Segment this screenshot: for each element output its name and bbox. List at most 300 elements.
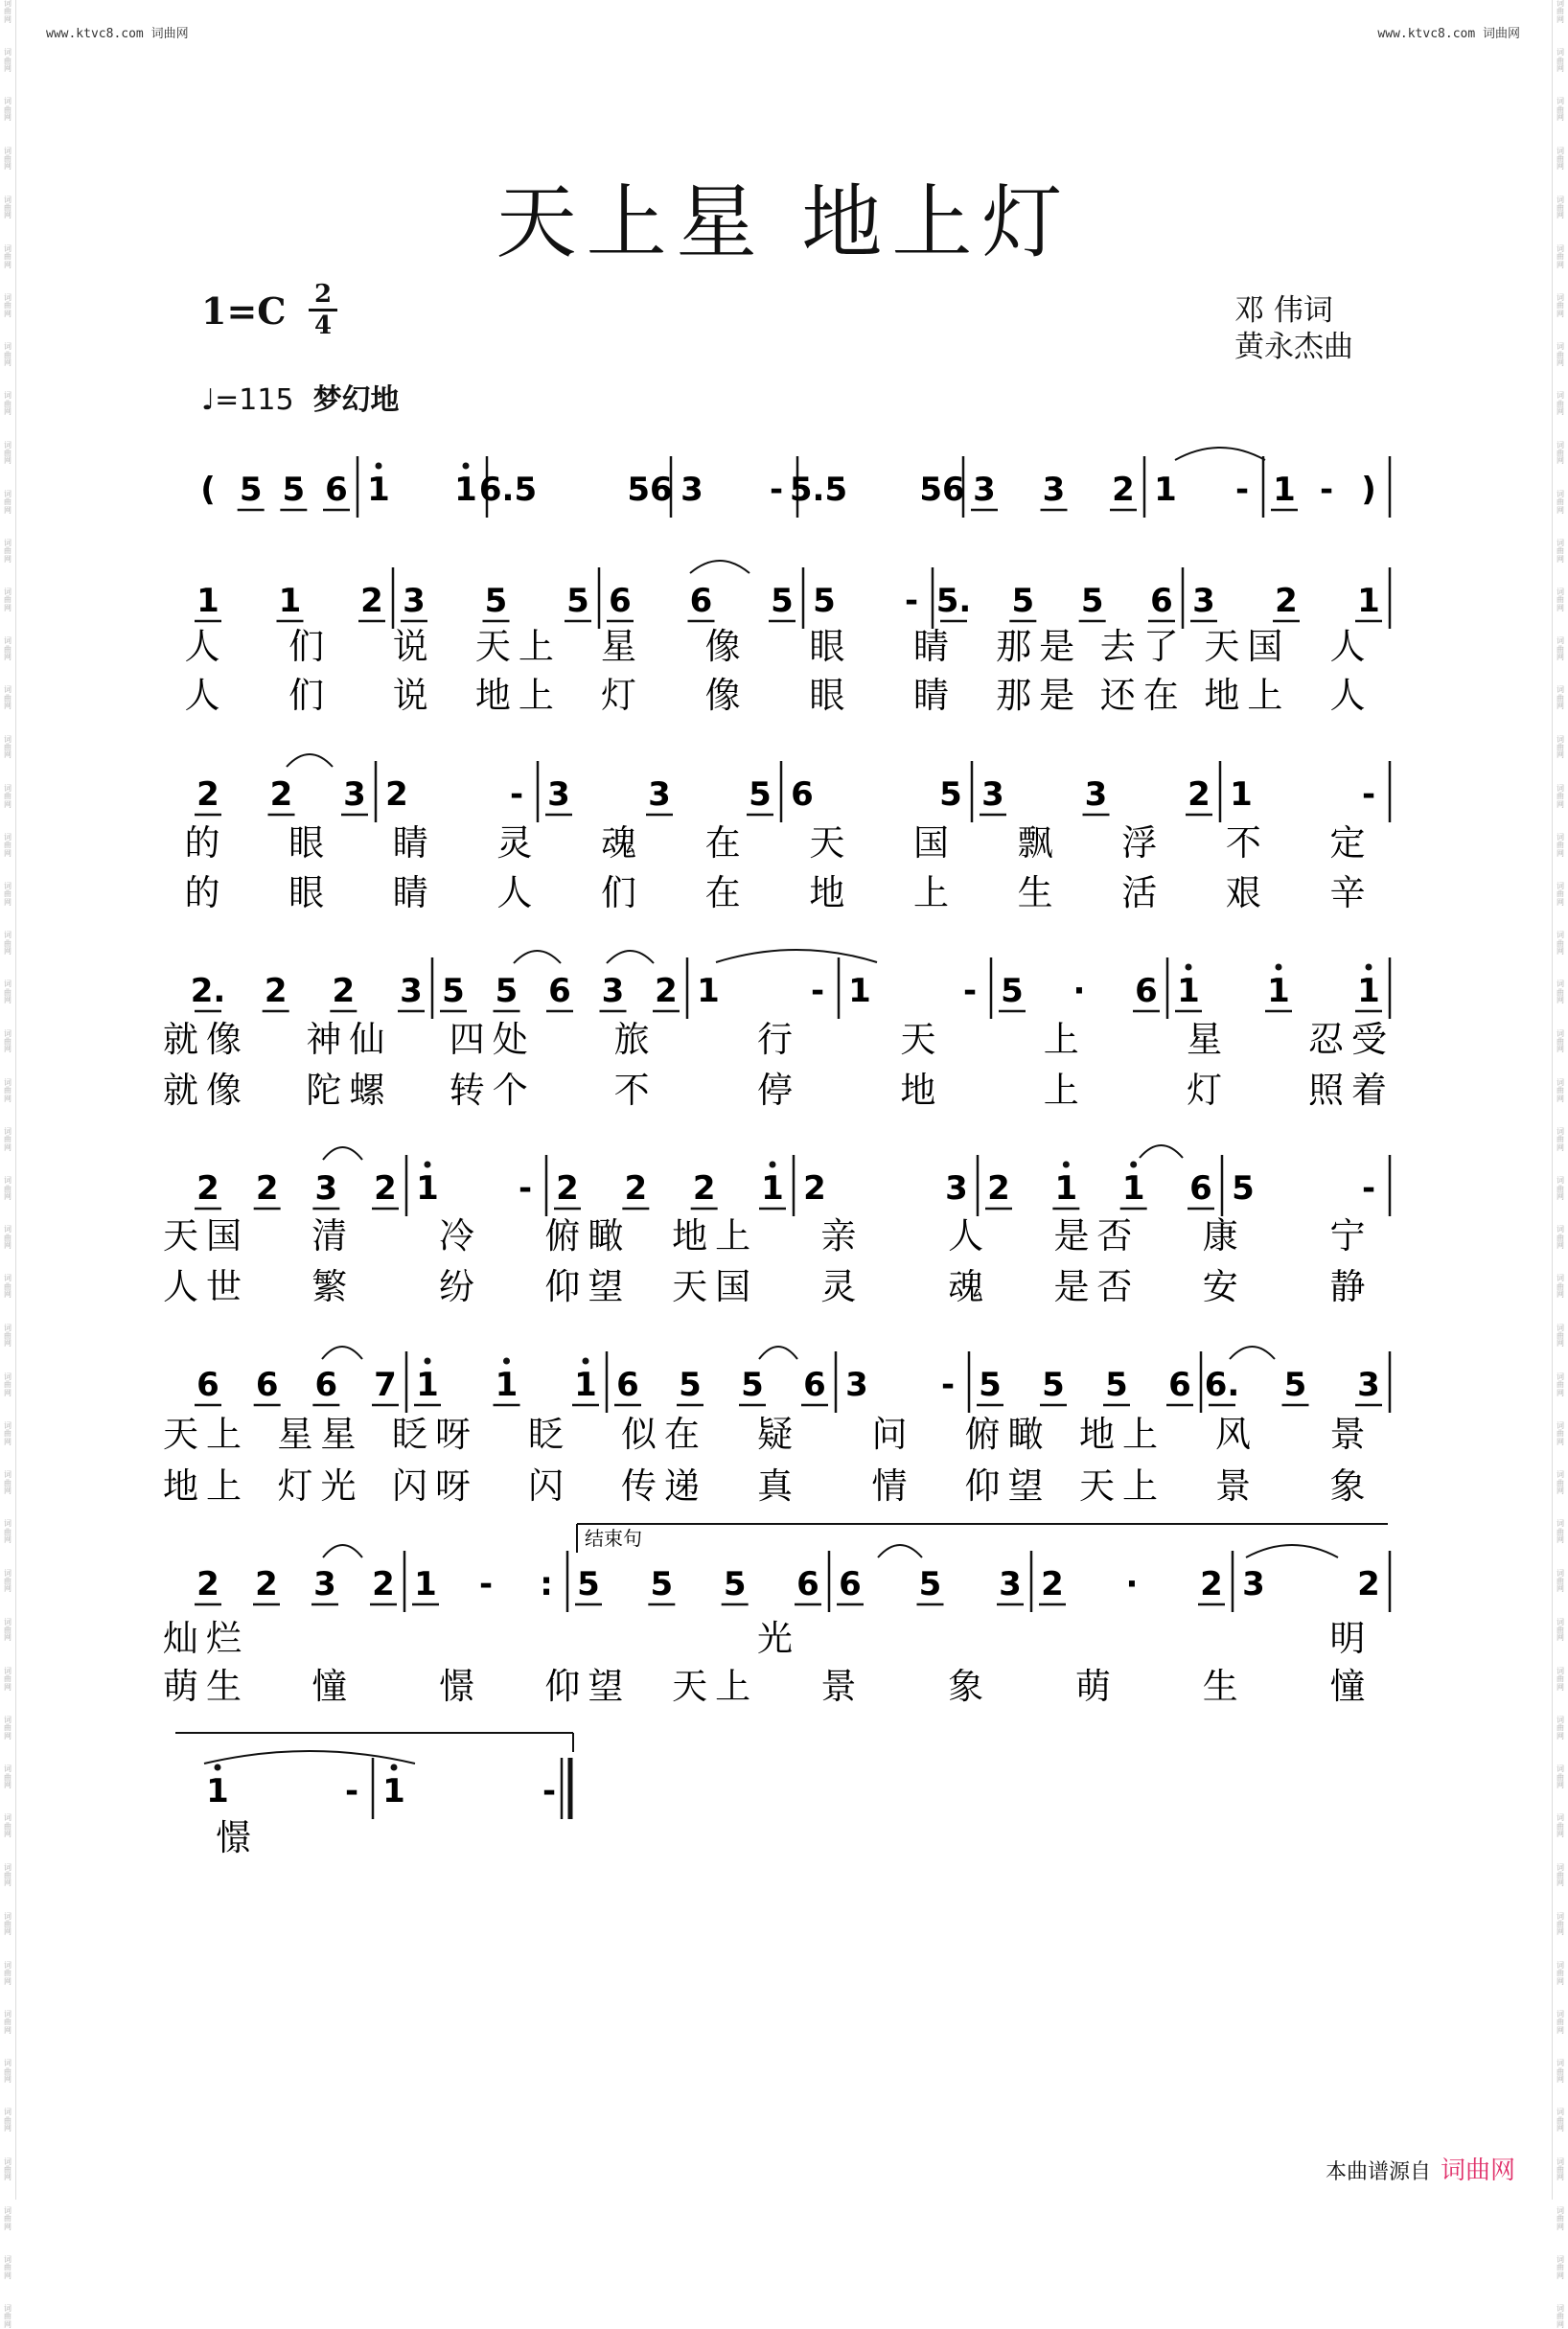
side-watermark-text: 词 曲 网: [1556, 48, 1564, 73]
side-watermark-text: 词 曲 网: [4, 243, 12, 269]
lyric-word: 眼: [809, 675, 853, 716]
note-token: 3: [680, 471, 703, 509]
note-token: 3: [981, 775, 1004, 814]
lyric-word: 像: [704, 675, 749, 716]
lyric-word: 天上: [474, 626, 562, 667]
lyric-word: 就像: [163, 1019, 249, 1060]
side-watermark-text: 词 曲 网: [1556, 882, 1564, 907]
lyric-word: 似在: [621, 1414, 707, 1455]
lyric-word: 仰望: [544, 1266, 632, 1307]
lyric-word: 仰望: [964, 1465, 1051, 1507]
lyric-word: 还在: [1099, 675, 1187, 716]
lyricist-credit: 邓 伟词: [1234, 293, 1333, 328]
lyric-word: 灯: [1187, 1070, 1231, 1111]
note-token: 5: [1042, 1366, 1065, 1404]
note-token: 6: [1135, 972, 1158, 1010]
note-token: 5: [741, 1366, 764, 1404]
lyric-word: 憬: [216, 1817, 259, 1858]
side-watermark-text: 词 曲 网: [1556, 1372, 1564, 1397]
note-token: 6: [616, 1366, 639, 1404]
lyric-word: 不: [1225, 822, 1269, 864]
lyric-word: 地上: [1204, 675, 1291, 716]
side-watermark-text: 词 曲 网: [1556, 1323, 1564, 1349]
side-watermark-text: 词 曲 网: [4, 1764, 12, 1789]
lyric-word: 就像: [163, 1070, 249, 1111]
high-octave-dot: [583, 1358, 589, 1365]
note-token: 2: [1275, 582, 1298, 620]
lyric-word: 飘: [1017, 822, 1061, 864]
note-token: ·: [1072, 972, 1086, 1010]
side-watermark-text: 词 曲 网: [4, 538, 12, 564]
high-octave-dot: [1130, 1162, 1137, 1168]
side-watermark-text: 词 曲 网: [4, 1519, 12, 1545]
side-watermark-text: 词 曲 网: [1556, 1764, 1564, 1789]
lyric-word: 俯瞰: [544, 1215, 632, 1257]
note-token: 5: [723, 1565, 747, 1603]
high-octave-dot: [1366, 964, 1372, 971]
note-token: 3: [1084, 775, 1108, 814]
note-token: -: [1361, 1169, 1376, 1208]
lyric-word: 光: [757, 1618, 800, 1659]
lyric-word: 的: [184, 872, 228, 913]
note-token: 3: [648, 775, 671, 814]
lyric-word: 闪呀: [392, 1465, 478, 1507]
lyric-word: 情: [871, 1465, 915, 1507]
lyric-word: 眼: [288, 872, 333, 913]
note-token: 2: [1112, 471, 1135, 509]
lyric-word: 宁: [1329, 1215, 1373, 1257]
note-token: 6: [548, 972, 571, 1010]
lyric-word: 旅: [613, 1019, 657, 1060]
lyric-word: 睛: [392, 872, 436, 913]
side-watermark-text: 词 曲 网: [1556, 1028, 1564, 1054]
lyric-word: 陀螺: [306, 1070, 393, 1111]
lyric-word: 天国: [672, 1266, 759, 1307]
note-token: 2: [692, 1169, 716, 1208]
note-token: 1: [416, 1169, 439, 1208]
lyric-word: 眼: [809, 626, 853, 667]
side-watermark-text: 词 曲 网: [1556, 440, 1564, 466]
lyric-word: 安: [1202, 1266, 1246, 1307]
note-token: 1: [495, 1366, 519, 1404]
note-token: 2: [196, 1565, 219, 1603]
note-token: (: [200, 471, 216, 509]
note-token: 3: [601, 972, 625, 1010]
tie-slur: [759, 1347, 797, 1359]
lyric-word: 仰望: [544, 1666, 632, 1707]
side-watermark-text: 词 曲 网: [1556, 538, 1564, 564]
side-watermark-text: 词 曲 网: [4, 195, 12, 220]
lyric-word: 灵: [820, 1266, 865, 1307]
side-watermark-text: 词 曲 网: [4, 1225, 12, 1251]
note-token: 1: [1357, 972, 1380, 1010]
side-watermark-text: 词 曲 网: [4, 1568, 12, 1594]
side-watermark-text: 词 曲 网: [4, 2156, 12, 2182]
note-token: 1: [1121, 1169, 1145, 1208]
note-token: 2: [196, 1169, 219, 1208]
lyric-word: 上: [912, 872, 957, 913]
tie-slur: [1140, 1145, 1183, 1158]
tie-slur: [204, 1751, 415, 1764]
side-watermark-text: 词 曲 网: [1556, 783, 1564, 809]
lyric-word: 灵: [496, 822, 541, 864]
side-watermark-text: 词 曲 网: [4, 2010, 12, 2035]
note-token: 6: [791, 775, 814, 814]
lyric-word: 的: [184, 822, 228, 864]
lyric-word: 灿烂: [163, 1618, 249, 1659]
side-watermark-text: 词 曲 网: [4, 931, 12, 957]
note-token: 6: [1168, 1366, 1191, 1404]
side-watermark-text: 词 曲 网: [1556, 0, 1564, 24]
lyric-word: 神仙: [306, 1019, 393, 1060]
note-token: 2: [372, 1565, 395, 1603]
note-token: 2: [987, 1169, 1010, 1208]
side-watermark-text: 词 曲 网: [1556, 588, 1564, 612]
lyric-word: 灯光: [277, 1465, 364, 1507]
lyric-word: 星: [601, 626, 645, 667]
note-token: 3: [343, 775, 366, 814]
lyric-word: 亲: [820, 1215, 865, 1257]
lyric-word: 人: [496, 872, 541, 913]
lyric-word: 闪: [528, 1465, 571, 1507]
note-token: 1: [1054, 1169, 1078, 1208]
lyric-word: 辛: [1329, 872, 1373, 913]
note-token: 1: [1230, 775, 1253, 814]
note-token: -: [940, 1366, 956, 1404]
high-octave-dot: [1186, 964, 1192, 971]
side-watermark-text: 词 曲 网: [1556, 243, 1564, 269]
lyric-word: 国: [912, 822, 957, 864]
time-signature-top: 2: [309, 282, 337, 311]
lyric-word: 问: [871, 1414, 915, 1455]
lyric-word: 康: [1202, 1215, 1246, 1257]
note-token: 6: [325, 471, 348, 509]
note-token: 6.: [1204, 1366, 1240, 1404]
note-token: 1: [206, 1772, 229, 1810]
note-token: 5: [771, 582, 794, 620]
note-token: 3: [400, 972, 423, 1010]
side-watermark-text: 词 曲 网: [1556, 391, 1564, 417]
note-token: 2: [655, 972, 678, 1010]
side-watermark-text: 词 曲 网: [4, 1274, 12, 1300]
lyric-word: 天: [900, 1019, 944, 1060]
side-watermark-text: 词 曲 网: [4, 440, 12, 466]
lyric-word: 象: [948, 1666, 992, 1707]
lyric-word: 浮: [1121, 822, 1165, 864]
lyric-word: 天上: [672, 1666, 759, 1707]
lyric-word: 疑: [757, 1414, 800, 1455]
side-watermark-text: 词 曲 网: [1556, 1716, 1564, 1741]
note-token: :: [540, 1565, 553, 1603]
lyric-word: 景: [1329, 1414, 1373, 1455]
note-token: -: [769, 471, 784, 509]
note-token: 2: [1357, 1565, 1380, 1603]
side-watermark-text: 词 曲 网: [4, 1470, 12, 1495]
lyric-word: 纷: [439, 1266, 483, 1307]
side-watermark-text: 词 曲 网: [1556, 2205, 1564, 2231]
tempo-mark: 梦幻地: [312, 383, 400, 417]
side-watermark-text: 词 曲 网: [1556, 2010, 1564, 2035]
lyric-word: 眨呀: [392, 1414, 478, 1455]
side-watermark-text: 词 曲 网: [1556, 1420, 1564, 1446]
note-token: 1: [1267, 972, 1290, 1010]
lyric-word: 风: [1215, 1414, 1258, 1455]
note-token: 1: [414, 1565, 437, 1603]
note-token: 2: [360, 582, 383, 620]
lyric-word: 忍受: [1308, 1019, 1395, 1060]
footer-brand: 词曲网: [1441, 2156, 1516, 2185]
note-token: 56: [627, 471, 673, 509]
composer-credit: 黄永杰曲: [1234, 330, 1353, 364]
note-token: 3: [313, 1565, 336, 1603]
note-token: 5: [749, 775, 772, 814]
lyric-word: 艰: [1225, 872, 1269, 913]
note-token: 2: [264, 972, 288, 1010]
note-token: 5: [577, 1565, 600, 1603]
note-token: 1: [278, 582, 302, 620]
note-token: -: [478, 1565, 494, 1603]
lyric-word: 冷: [439, 1215, 483, 1257]
side-watermark-text: 词 曲 网: [1556, 1911, 1564, 1937]
note-token: 5: [495, 972, 519, 1010]
note-token: 5: [1232, 1169, 1255, 1208]
high-octave-dot: [770, 1162, 776, 1168]
tie-slur: [323, 1545, 362, 1557]
lyric-word: 人: [184, 675, 228, 716]
lyric-word: 在: [704, 822, 749, 864]
note-token: 1: [1273, 471, 1296, 509]
lyric-word: 们: [288, 675, 333, 716]
lyric-word: 憧: [311, 1666, 356, 1707]
note-token: 1: [454, 471, 477, 509]
note-token: 5: [650, 1565, 674, 1603]
side-watermark-text: 词 曲 网: [4, 2304, 12, 2329]
note-token: 1: [1357, 582, 1380, 620]
side-watermark-text: 词 曲 网: [1556, 1176, 1564, 1201]
side-watermark-text: 词 曲 网: [4, 685, 12, 711]
lyric-word: 生: [1017, 872, 1061, 913]
note-token: ·: [1125, 1565, 1139, 1603]
note-token: 5: [1283, 1366, 1307, 1404]
lyric-word: 眼: [288, 822, 333, 864]
note-token: 6: [839, 1565, 862, 1603]
note-token: 6: [796, 1565, 819, 1603]
side-watermark-text: 词 曲 网: [1556, 1813, 1564, 1839]
note-token: 2: [332, 972, 356, 1010]
note-token: 5: [813, 582, 836, 620]
note-token: 6: [689, 582, 713, 620]
high-octave-dot: [1063, 1162, 1070, 1168]
side-watermark-text: 词 曲 网: [1556, 931, 1564, 957]
footer-source: [1326, 2151, 1515, 2186]
note-token: 6: [609, 582, 632, 620]
note-token: 1: [761, 1169, 784, 1208]
note-token: 3: [845, 1366, 868, 1404]
lyric-word: 那是: [996, 675, 1083, 716]
note-token: 6: [255, 1366, 279, 1404]
note-token: 5: [679, 1366, 702, 1404]
note-token: -: [518, 1169, 533, 1208]
side-watermark-text: 词 曲 网: [4, 2205, 12, 2231]
side-watermark-text: 词 曲 网: [4, 1813, 12, 1839]
note-token: 3: [403, 582, 426, 620]
note-token: 3: [999, 1565, 1022, 1603]
note-token: 5: [282, 471, 306, 509]
lyric-word: 上: [1043, 1019, 1087, 1060]
lyric-word: 传递: [621, 1465, 707, 1507]
lyric-word: 不: [613, 1070, 657, 1111]
lyric-word: 魂: [601, 822, 645, 864]
side-watermark-text: 词 曲 网: [4, 391, 12, 417]
note-token: 2: [556, 1169, 579, 1208]
side-watermark-text: 词 曲 网: [4, 1911, 12, 1937]
lyric-word: 地: [900, 1070, 944, 1111]
lyric-word: 繁: [311, 1266, 356, 1307]
note-token: 2: [803, 1169, 826, 1208]
note-token: 2: [374, 1169, 397, 1208]
lyric-word: 魂: [948, 1266, 992, 1307]
header-url-right: www.ktvc8.com 词曲网: [1377, 27, 1520, 41]
note-token: -: [1319, 471, 1334, 509]
high-octave-dot: [503, 1358, 510, 1365]
note-token: 56: [919, 471, 965, 509]
side-watermark-text: 词 曲 网: [1556, 832, 1564, 858]
lyric-word: 人: [948, 1215, 992, 1257]
lyric-word: 景: [1215, 1465, 1258, 1507]
footer-text: 本曲谱源自: [1326, 2160, 1432, 2184]
side-watermark-text: 词 曲 网: [4, 832, 12, 858]
side-watermark-text: 词 曲 网: [1556, 734, 1564, 760]
lyric-word: 照着: [1308, 1070, 1395, 1111]
lyric-word: 天上: [163, 1414, 249, 1455]
lyric-word: 上: [1043, 1070, 1087, 1111]
tie-slur: [1246, 1545, 1338, 1557]
lyric-word: 去了: [1099, 626, 1187, 667]
tempo-bpm: ♩=115: [201, 383, 294, 417]
lyric-word: 们: [601, 872, 645, 913]
side-watermark-text: 词 曲 网: [4, 1323, 12, 1349]
lyric-word: 定: [1329, 822, 1373, 864]
note-token: 1: [416, 1366, 439, 1404]
side-watermark-text: 词 曲 网: [4, 1176, 12, 1201]
lyric-word: 是否: [1053, 1266, 1141, 1307]
note-token: 5: [918, 1565, 942, 1603]
note-token: -: [962, 972, 978, 1010]
lyric-word: 天上: [1079, 1465, 1165, 1507]
note-token: 5: [1011, 582, 1035, 620]
tie-slur: [607, 951, 654, 963]
note-token: 3: [973, 471, 996, 509]
note-token: 2: [269, 775, 293, 814]
note-token: -: [1234, 471, 1250, 509]
note-token: 2: [255, 1169, 279, 1208]
lyric-word: 说: [392, 675, 436, 716]
side-watermark-text: 词 曲 网: [1556, 146, 1564, 172]
lyric-word: 睛: [912, 626, 957, 667]
side-watermark-text: 词 曲 网: [1556, 1617, 1564, 1643]
side-watermark-text: 词 曲 网: [1556, 1470, 1564, 1495]
lyric-word: 地上: [474, 675, 562, 716]
lyric-word: 地上: [672, 1215, 759, 1257]
note-token: 3: [1242, 1565, 1265, 1603]
lyric-word: 在: [704, 872, 749, 913]
lyric-word: 地上: [163, 1465, 249, 1507]
side-watermark-text: 词 曲 网: [4, 2254, 12, 2280]
side-watermark-text: 词 曲 网: [1556, 1519, 1564, 1545]
tie-slur: [690, 561, 749, 573]
time-signature-bottom: 4: [313, 311, 333, 340]
side-watermark-text: 词 曲 网: [1556, 293, 1564, 318]
note-token: 1: [367, 471, 390, 509]
note-token: 2: [385, 775, 408, 814]
note-token: 3: [314, 1169, 338, 1208]
lyric-word: 俯瞰: [964, 1414, 1051, 1455]
note-token: 1: [196, 582, 219, 620]
note-token: 6: [1189, 1169, 1212, 1208]
note-token: -: [810, 972, 825, 1010]
side-watermark-text: 词 曲 网: [4, 1126, 12, 1152]
lyric-word: 停: [757, 1070, 800, 1111]
note-token: 6: [196, 1366, 219, 1404]
lyric-word: 生: [1202, 1666, 1246, 1707]
note-token: ): [1361, 471, 1376, 509]
lyric-word: 星星: [277, 1414, 364, 1455]
side-watermark-text: 词 曲 网: [4, 1862, 12, 1888]
lyric-word: 萌: [1074, 1666, 1118, 1707]
note-token: 5: [239, 471, 263, 509]
note-token: 1: [382, 1772, 405, 1810]
side-watermark-text: 词 曲 网: [4, 783, 12, 809]
note-token: 5: [1105, 1366, 1128, 1404]
side-watermark-text: 词 曲 网: [4, 1617, 12, 1643]
note-token: 1: [697, 972, 720, 1010]
lyric-word: 天国: [1204, 626, 1291, 667]
side-watermark-text: 词 曲 网: [4, 48, 12, 73]
side-watermark-text: 词 曲 网: [1556, 489, 1564, 515]
note-token: 5: [566, 582, 589, 620]
coda-label: 结束句: [585, 1527, 642, 1550]
note-token: 2: [196, 775, 219, 814]
note-token: 1: [848, 972, 871, 1010]
side-watermark-text: 词 曲 网: [4, 1372, 12, 1397]
side-watermark-text: 词 曲 网: [4, 882, 12, 907]
lyric-word: 灯: [601, 675, 645, 716]
note-token: 5.: [935, 582, 972, 620]
lyric-word: 活: [1121, 872, 1165, 913]
note-token: 2: [255, 1565, 278, 1603]
lyric-word: 静: [1329, 1266, 1373, 1307]
note-token: 5: [442, 972, 465, 1010]
side-watermark-text: 词 曲 网: [1556, 1862, 1564, 1888]
lyric-word: 人: [1329, 626, 1373, 667]
tie-slur: [1175, 448, 1265, 460]
note-token: 3: [1192, 582, 1215, 620]
lyric-word: 行: [757, 1019, 800, 1060]
note-token: 6: [803, 1366, 826, 1404]
side-watermark-text: 词 曲 网: [1556, 342, 1564, 367]
lyric-word: 们: [288, 626, 333, 667]
tie-slur: [322, 1347, 362, 1359]
lyric-word: 眨: [528, 1414, 571, 1455]
note-token: 1: [1177, 972, 1200, 1010]
note-token: 5: [1001, 972, 1024, 1010]
note-token: 1: [1154, 471, 1177, 509]
note-token: 1: [574, 1366, 597, 1404]
note-token: 2: [1188, 775, 1211, 814]
note-token: -: [344, 1772, 359, 1810]
side-watermark-text: 词 曲 网: [4, 342, 12, 367]
lyric-word: 清: [311, 1215, 356, 1257]
